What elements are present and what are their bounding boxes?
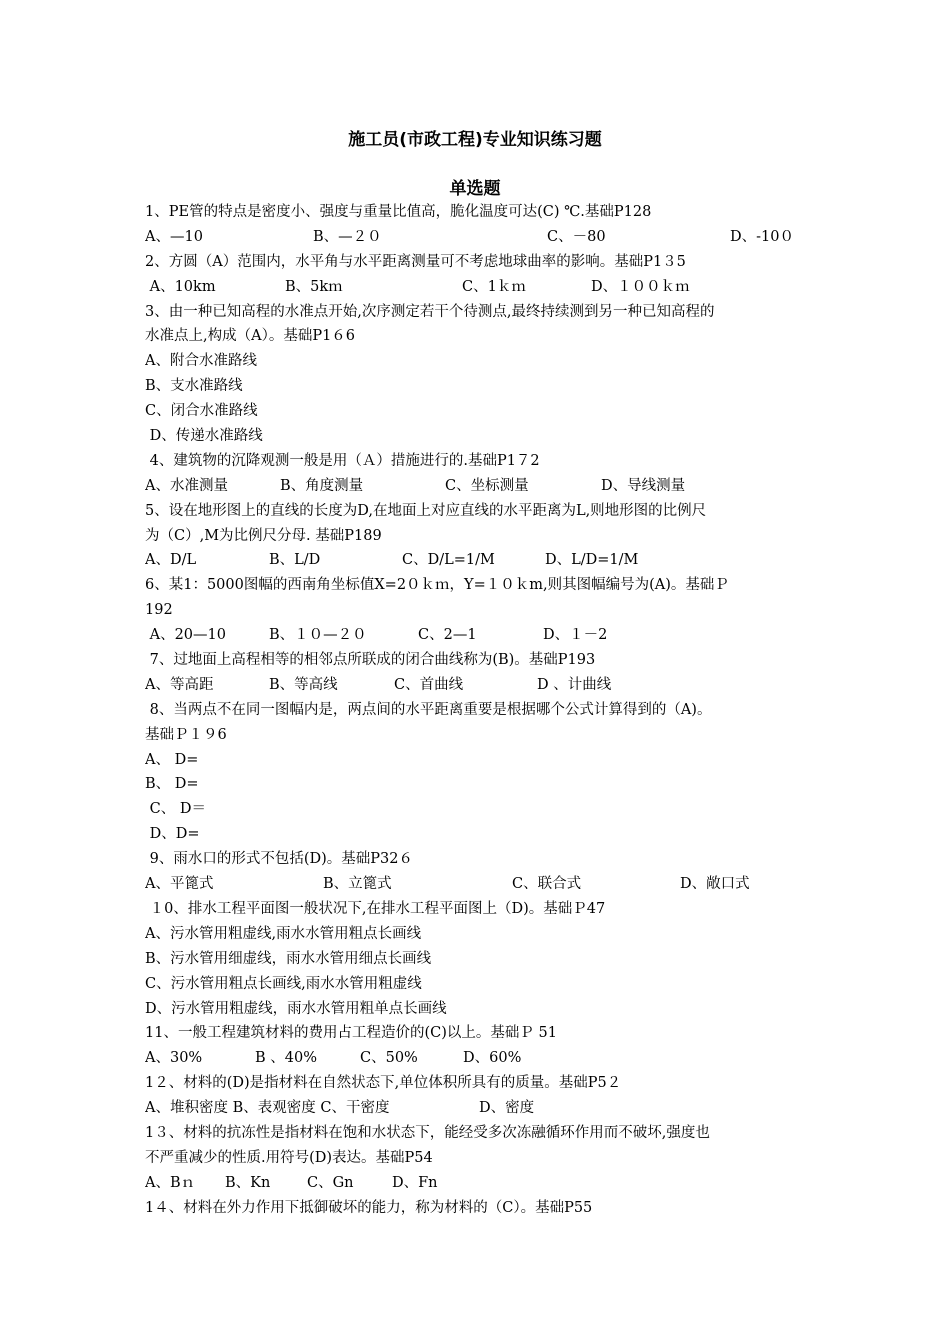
question-stem-cont: 水准点上,构成（A）。基础P1６6 (145, 328, 356, 345)
option-row (145, 1171, 810, 1196)
option-b: B、１０—２０ (269, 627, 367, 644)
option-d: D、60% (463, 1050, 522, 1067)
option-d: D、１－2 (543, 627, 608, 644)
option-d: D、传递水准路线 (145, 428, 263, 445)
option-b: B、5kｍ (285, 278, 343, 295)
option-c: C、坐标测量 (445, 477, 529, 494)
option-b: B 、40% (255, 1050, 317, 1067)
question-stem: 8、当两点不在同一图幅内是，两点间的水平距离重要是根据哪个公式计算得到的（A)。 (145, 701, 712, 718)
option-a: A、Bｎ (145, 1174, 196, 1191)
option-row (145, 872, 810, 897)
option-row (145, 275, 810, 300)
option-d: D、１００ｋｍ (591, 278, 690, 295)
option-d: D、Fn (392, 1174, 438, 1191)
question-stem: 1４、材料在外力作用下抵御破坏的能力，称为材料的（C）。基础P55 (145, 1199, 593, 1216)
option-b: B、等高线 (269, 676, 338, 693)
option-c: C、首曲线 (394, 676, 464, 693)
option-d: D 、计曲线 (537, 676, 612, 693)
option-a: A、30% (145, 1050, 203, 1067)
document-title: 施工员(市政工程)专业知识练习题 (348, 130, 602, 150)
option-c: C、－80 (547, 228, 606, 245)
option-a: A、等高距 (145, 676, 214, 693)
option-b: B、 D= (145, 776, 199, 793)
option-row (145, 623, 810, 648)
question-stem: 1２、材料的(D)是指材料在自然状态下,单位体积所具有的质量。基础P5２ (145, 1075, 622, 1092)
question-stem: 3、由一种已知高程的水准点开始,次序测定若干个待测点,最终持续测到另一种已知高程的 (145, 303, 715, 320)
option-c: C、Gn (307, 1174, 354, 1191)
question-stem-cont: 192 (145, 602, 173, 619)
option-c: C、1ｋｍ (462, 278, 526, 295)
section-heading: 单选题 (449, 179, 501, 199)
option-row (145, 1096, 810, 1121)
question-stem: 4、建筑物的沉降观测一般是用（Ａ）措施进行的.基础P1７2 (145, 452, 540, 469)
option-a: A、—10 (145, 228, 203, 245)
option-b: B、Kn (225, 1174, 271, 1191)
option-a-b-c: A、堆积密度 B、表观密度 C、干密度 (145, 1100, 390, 1117)
option-d: D、L/D=1/M (545, 552, 639, 569)
option-row (145, 1046, 810, 1071)
question-stem-cont: 基础Ｐ１９6 (145, 726, 227, 743)
option-row (145, 673, 810, 698)
option-c: C、污水管用粗点长画线,雨水水管用粗虚线 (145, 975, 422, 992)
option-b: B、—２０ (313, 228, 382, 245)
option-d: D、污水管用粗虚线，雨水水管用粗单点长画线 (145, 1000, 447, 1017)
option-c: C、闭合水准路线 (145, 403, 258, 420)
option-b: B、角度测量 (280, 477, 364, 494)
option-row (145, 548, 810, 573)
option-d: D、敞口式 (680, 876, 750, 893)
question-stem: 7、过地面上高程相等的相邻点所联成的闭合曲线称为(B)。基础P193 (145, 652, 596, 669)
question-list (145, 200, 810, 1221)
question-stem: 2、方圆（A）范围内，水平角与水平距离测量可不考虑地球曲率的影响。基础P1３5 (145, 253, 686, 270)
option-a: A、水准测量 (145, 477, 228, 494)
question-stem: 1３、材料的抗冻性是指材料在饱和水状态下，能经受多次冻融循环作用而不破坏,强度也 (145, 1124, 710, 1141)
question-stem: 11、一般工程建筑材料的费用占工程造价的(C)以上。基础Ｐ 51 (145, 1025, 557, 1042)
option-a: A、附合水准路线 (145, 353, 257, 370)
option-a: A、平篦式 (145, 876, 214, 893)
option-d: D、D= (145, 826, 200, 843)
option-row (145, 474, 810, 499)
question-stem: 5、设在地形图上的直线的长度为D,在地面上对应直线的水平距离为L,则地形图的比例尺 (145, 502, 707, 519)
question-stem: 6、某1：5000图幅的西南角坐标值X=2０ｋｍ，Y=１０ｋm,则其图幅编号为(A)。基础Ｐ (145, 577, 729, 594)
option-c: C、50% (360, 1050, 418, 1067)
option-b: B、支水准路线 (145, 378, 243, 395)
option-row (145, 225, 810, 250)
question-stem: １0、排水工程平面图一般状况下,在排水工程平面图上（D)。基础Ｐ47 (145, 900, 606, 917)
option-d: D、密度 (479, 1100, 535, 1117)
question-stem: 9、雨水口的形式不包括(D)。基础P32６ (145, 851, 413, 868)
option-b: B、L/D (269, 552, 321, 569)
option-d: D、导线测量 (601, 477, 686, 494)
option-c: C、 D＝ (145, 801, 206, 818)
option-b: B、污水管用细虚线，雨水水管用细点长画线 (145, 950, 432, 967)
option-c: C、联合式 (512, 876, 582, 893)
option-a: A、污水管用粗虚线,雨水水管用粗点长画线 (145, 925, 422, 942)
option-a: A、20—10 (145, 627, 226, 644)
option-c: C、2—1 (418, 627, 477, 644)
question-stem-cont: 为（C）,M为比例尺分母. 基础P189 (145, 527, 382, 544)
option-d: D、-10０ (730, 228, 794, 245)
option-b: B、立篦式 (323, 876, 392, 893)
option-a: A、10km (145, 278, 216, 295)
question-stem: 1、PE管的特点是密度小、强度与重量比值高，脆化温度可达(C) ℃.基础P128 (145, 204, 652, 220)
question-stem-cont: 不严重减少的性质.用符号(D)表达。基础P54 (145, 1149, 433, 1166)
option-a: A、 D= (145, 751, 199, 768)
option-c: C、D/L=1/M (402, 552, 495, 569)
option-a: A、D/L (145, 552, 197, 569)
